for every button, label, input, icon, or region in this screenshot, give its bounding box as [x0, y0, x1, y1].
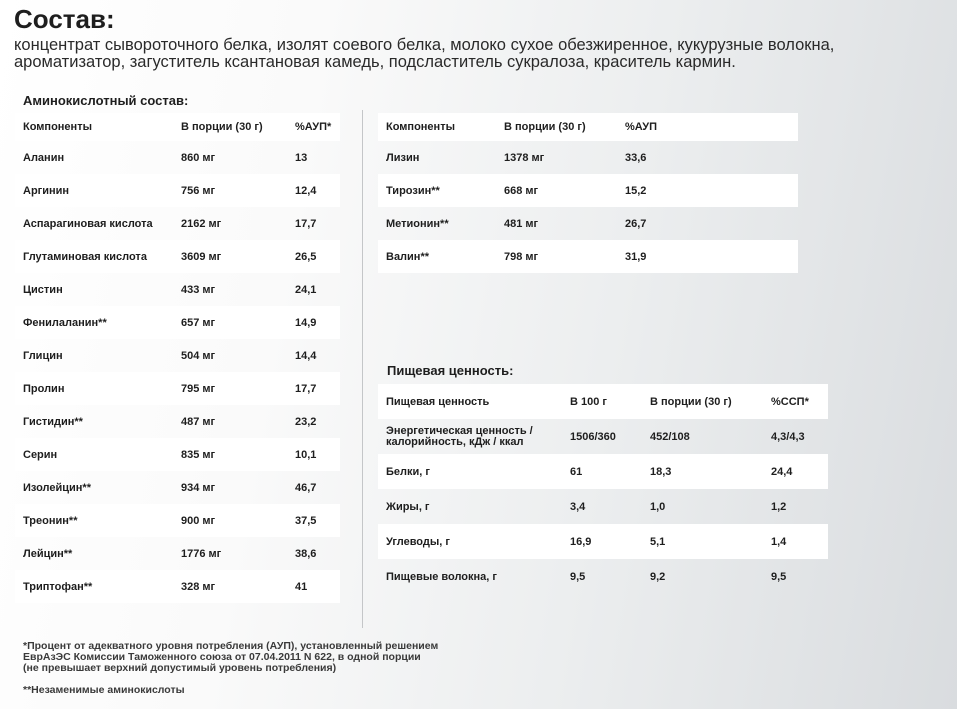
amino-pct: 17,7 [287, 372, 340, 405]
amino-table-right [378, 113, 798, 273]
amino-name: Пролин [15, 372, 173, 405]
table-header-row [15, 113, 340, 141]
table-row [15, 240, 340, 273]
amino-portion: 487 мг [181, 415, 216, 428]
nutrition-table [378, 384, 828, 594]
amino-name: Аланин [23, 151, 65, 164]
amino-portion: 504 мг [181, 349, 216, 362]
header-cell: %АУП [617, 113, 798, 141]
table-row [15, 339, 340, 372]
amino-name: Лизин [386, 151, 420, 164]
nutrient-pct: 1,2 [771, 500, 787, 513]
energy-label-line: калорийность, кДж / ккал [386, 435, 524, 448]
table-header-row [378, 384, 828, 419]
table-row [378, 524, 828, 559]
nutrient-name [378, 419, 562, 454]
footnote-line: ЕврАзЭС Комиссии Таможенного союза от 07.04.2011 N 622, в одной порции [23, 651, 421, 663]
amino-pct: 24,1 [295, 283, 317, 296]
table-header-row [378, 113, 798, 141]
amino-portion: 835 мг [173, 438, 287, 471]
table-row [15, 471, 340, 504]
nutrient-per100: 9,5 [570, 570, 586, 583]
amino-portion: 328 мг [173, 570, 287, 603]
table-row [378, 141, 798, 174]
amino-pct: 33,6 [625, 151, 647, 164]
amino-pct: 31,9 [617, 240, 798, 273]
amino-portion: 798 мг [496, 240, 617, 273]
amino-portion: 3609 мг [173, 240, 287, 273]
nutrient-pct: 4,3/4,3 [771, 430, 805, 443]
table-row [378, 174, 798, 207]
header-cell: В порции (30 г) [642, 384, 763, 419]
header-cell: В 100 г [562, 384, 642, 419]
amino-pct: 37,5 [287, 504, 340, 537]
table-row [378, 489, 828, 524]
amino-name: Гистидин** [23, 415, 83, 428]
table-row [15, 537, 340, 570]
table-row [15, 438, 340, 471]
nutrient-per100: 61 [562, 454, 642, 489]
amino-pct: 14,4 [295, 349, 317, 362]
amino-name: Глутаминовая кислота [15, 240, 173, 273]
amino-portion: 2162 мг [181, 217, 222, 230]
amino-name: Метионин** [386, 217, 449, 230]
table-row [15, 306, 340, 339]
amino-portion: 1776 мг [181, 547, 222, 560]
footnote-essential: **Незаменимые аминокислоты [23, 684, 185, 696]
amino-pct: 26,7 [625, 217, 647, 230]
footnote-line: (не превышает верхний допустимый уровень потребления) [23, 662, 337, 674]
header-cell: %АУП* [287, 113, 340, 141]
amino-pct: 17,7 [295, 217, 317, 230]
header-cell: Пищевая ценность [378, 384, 562, 419]
amino-pct: 23,2 [295, 415, 317, 428]
amino-name: Фенилаланин** [15, 306, 173, 339]
amino-portion: 1378 мг [504, 151, 545, 164]
amino-name: Валин** [378, 240, 496, 273]
nutrient-name: Углеводы, г [378, 524, 562, 559]
nutrition-heading: Пищевая ценность: [387, 363, 514, 378]
nutrient-name: Жиры, г [386, 500, 430, 513]
table-row [15, 570, 340, 603]
table-row [15, 174, 340, 207]
amino-heading: Аминокислотный состав: [23, 93, 189, 108]
energy-label-line: Энергетическая ценность / [386, 424, 533, 437]
table-row [378, 240, 798, 273]
header-cell: Компоненты [15, 113, 173, 141]
ingredients-line: концентрат сывороточного белка, изолят соевого белка, молоко сухое обезжиренное, кукурузные волокна, [14, 36, 835, 54]
amino-name: Треонин** [15, 504, 173, 537]
amino-pct: 15,2 [617, 174, 798, 207]
amino-table-left [15, 113, 340, 603]
amino-pct: 26,5 [287, 240, 340, 273]
footnote-line: *Процент от адекватного уровня потребления (АУП), установленный решением [23, 640, 439, 652]
ingredients-line: ароматизатор, загуститель ксантановая камедь, подсластитель сукралоза, краситель кармин. [14, 53, 736, 71]
amino-name: Аспарагиновая кислота [23, 217, 153, 230]
table-row [15, 372, 340, 405]
header-cell: В порции (30 г) [173, 113, 287, 141]
amino-portion: 657 мг [173, 306, 287, 339]
header-cell: %ССП* [763, 384, 828, 419]
table-row [378, 559, 828, 594]
header-cell: Компоненты [378, 113, 496, 141]
nutrient-per100: 3,4 [570, 500, 586, 513]
nutrient-portion: 9,2 [650, 570, 666, 583]
amino-portion: 860 мг [181, 151, 216, 164]
nutrient-name: Белки, г [378, 454, 562, 489]
amino-portion: 756 мг [173, 174, 287, 207]
nutrient-portion: 452/108 [650, 430, 690, 443]
amino-portion: 668 мг [496, 174, 617, 207]
table-row [378, 419, 828, 454]
amino-name: Лейцин** [23, 547, 73, 560]
amino-name: Триптофан** [15, 570, 173, 603]
header-cell: В порции (30 г) [496, 113, 617, 141]
amino-pct: 10,1 [287, 438, 340, 471]
table-row [378, 454, 828, 489]
table-row [15, 405, 340, 438]
amino-portion: 795 мг [173, 372, 287, 405]
column-divider [362, 110, 363, 628]
amino-pct: 46,7 [295, 481, 317, 494]
amino-name: Изолейцин** [23, 481, 91, 494]
amino-pct: 41 [287, 570, 340, 603]
amino-pct: 14,9 [287, 306, 340, 339]
nutrient-pct: 1,4 [763, 524, 828, 559]
amino-pct: 38,6 [295, 547, 317, 560]
amino-portion: 934 мг [181, 481, 216, 494]
amino-portion: 433 мг [181, 283, 216, 296]
amino-name: Аргинин [15, 174, 173, 207]
table-row [15, 207, 340, 240]
ingredients-text [14, 37, 949, 71]
amino-pct: 13 [295, 151, 308, 164]
nutrient-portion: 5,1 [642, 524, 763, 559]
nutrient-pct: 24,4 [763, 454, 828, 489]
nutrient-pct: 9,5 [771, 570, 787, 583]
amino-name: Серин [15, 438, 173, 471]
amino-portion: 900 мг [173, 504, 287, 537]
nutrient-per100: 16,9 [562, 524, 642, 559]
nutrient-name: Пищевые волокна, г [386, 570, 497, 583]
amino-pct: 12,4 [287, 174, 340, 207]
table-row [378, 207, 798, 240]
nutrient-per100: 1506/360 [570, 430, 616, 443]
table-row [15, 273, 340, 306]
amino-portion: 481 мг [504, 217, 539, 230]
nutrient-portion: 1,0 [650, 500, 666, 513]
amino-name: Цистин [23, 283, 63, 296]
amino-name: Тирозин** [378, 174, 496, 207]
footnote-aup [23, 641, 438, 674]
table-row [15, 141, 340, 174]
table-row [15, 504, 340, 537]
amino-name: Глицин [23, 349, 63, 362]
page-title: Состав: [14, 4, 115, 34]
nutrient-portion: 18,3 [642, 454, 763, 489]
